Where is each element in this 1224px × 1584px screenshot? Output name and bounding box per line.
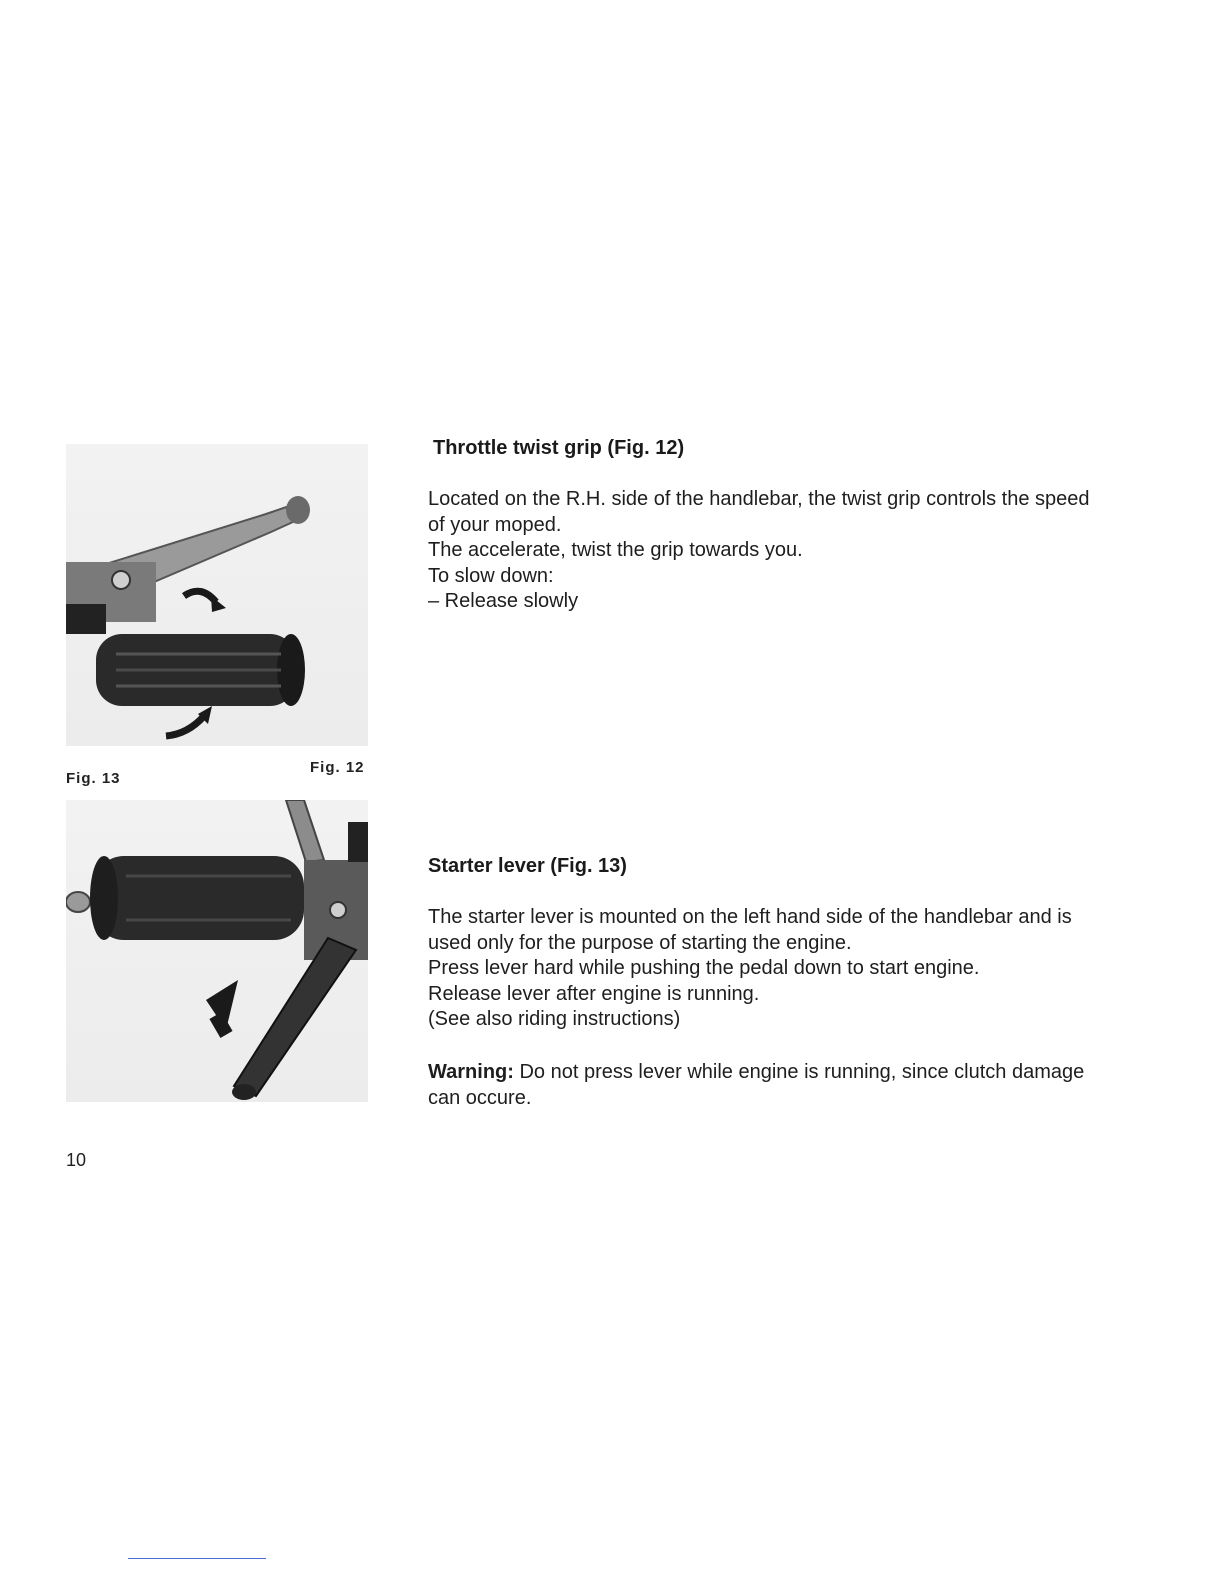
page-number: 10 bbox=[66, 1150, 87, 1170]
warning-label: Warning: bbox=[428, 1061, 514, 1083]
throttle-line: – Release slowly bbox=[428, 590, 579, 612]
warning-line bbox=[428, 1060, 1168, 1086]
fig-13-label: Fig. 13 bbox=[66, 770, 121, 787]
footer-rule bbox=[128, 1558, 266, 1559]
throttle-line: To slow down: bbox=[428, 564, 554, 587]
warning-paragraph bbox=[428, 1060, 1168, 1111]
starter-line: Press lever hard while pushing the pedal down to start engine. bbox=[428, 957, 980, 979]
starter-description bbox=[428, 905, 1168, 1033]
starter-line: used only for the purpose of starting the engine. bbox=[428, 931, 852, 954]
starter-line: (See also riding instructions) bbox=[428, 1008, 681, 1030]
warning-line: can occure. bbox=[428, 1086, 532, 1109]
throttle-description bbox=[428, 487, 1168, 615]
starter-lever-photo bbox=[66, 800, 368, 1102]
throttle-grip-photo bbox=[66, 444, 368, 746]
starter-heading: Starter lever (Fig. 13) bbox=[428, 855, 627, 877]
fig-12-label: Fig. 12 bbox=[310, 759, 365, 776]
throttle-heading: Throttle twist grip (Fig. 12) bbox=[433, 437, 685, 459]
throttle-line: of your moped. bbox=[428, 513, 562, 536]
warning-text: Do not press lever while engine is running, since clutch damage bbox=[513, 1061, 1085, 1083]
throttle-line: Located on the R.H. side of the handlebar, the twist grip controls the speed bbox=[428, 488, 1090, 510]
starter-line: The starter lever is mounted on the left hand side of the handlebar and is bbox=[428, 906, 1072, 928]
starter-line: Release lever after engine is running. bbox=[428, 982, 760, 1005]
throttle-line: The accelerate, twist the grip towards you. bbox=[428, 539, 803, 561]
